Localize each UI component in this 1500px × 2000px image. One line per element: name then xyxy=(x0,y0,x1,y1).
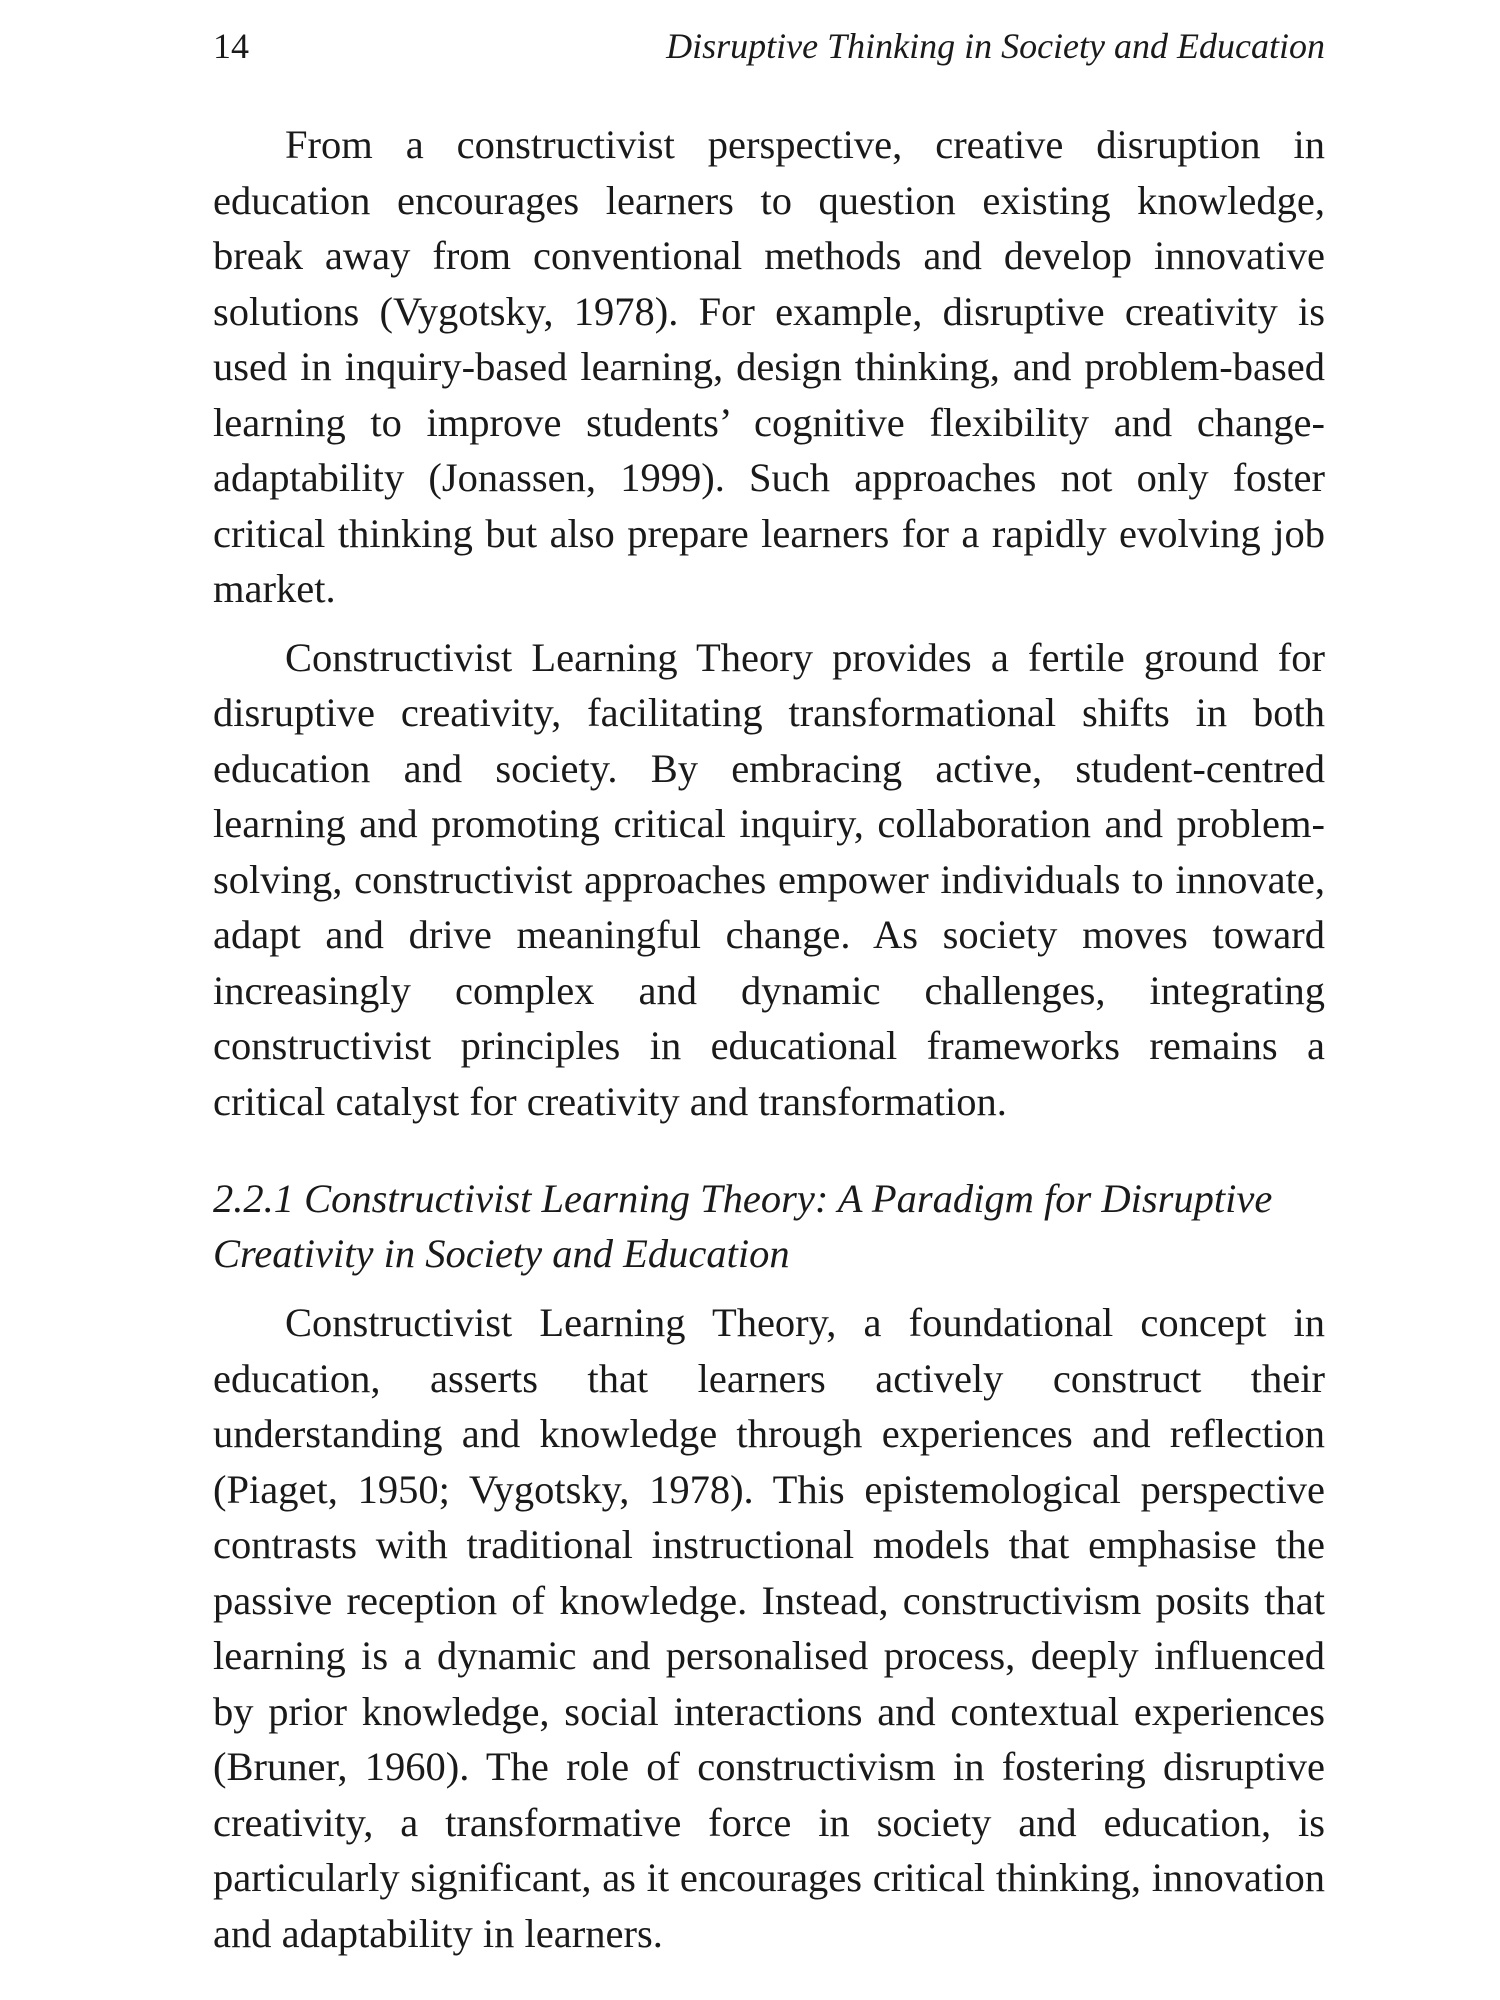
paragraph-learning-theory-summary: Constructivist Learning Theory provides a fertile ground for disruptive creativity, facilitating transformational shifts in both education and society. By embracing active, student-centred learning and promoting critical inquiry, collaboration and problem-solving, constructivist approaches empower individuals to innovate, adapt and drive meaningful change. As society moves toward increasingly complex and dynamic challenges, integrating constructivist principles in educational frameworks remains a critical catalyst for creativity and transformation. xyxy=(213,634,1325,1124)
running-title: Disruptive Thinking in Society and Education xyxy=(666,26,1325,66)
section-heading: 2.2.1 Constructivist Learning Theory: A Paradigm for Disruptive Creativity in Society and Education xyxy=(213,1176,1273,1276)
page-number: 14 xyxy=(213,26,249,66)
paragraph-constructivist-learning-theory: Constructivist Learning Theory, a foundational concept in education, asserts that learners actively construct their understanding and knowledge through experiences and reflection (Piaget, 1950; Vygotsky, 1978). This epistemological perspective contrasts with traditional instructional models that emphasise the passive reception of knowledge. Instead, constructivism posits that learning is a dynamic and personalised process, deeply influenced by prior knowledge, social interactions and contextual experiences (Bruner, 1960). The role of constructivism in fostering disruptive creativity, a transformative force in society and education, is particularly significant, as it encourages critical thinking, innovation and adaptability in learners. xyxy=(213,1300,1325,1956)
paragraph-constructivist-perspective: From a constructivist perspective, creative disruption in education encourages learners to question existing knowledge, break away from conventional methods and develop innovative solutions (Vygotsky, 1978). For example, disruptive creativity is used in inquiry-based learning, design thinking, and problem-based learning to improve students’ cognitive flexibility and change-adaptability (Jonassen, 1999). Such approaches not only foster critical thinking but also prepare learners for a rapidly evolving job market. xyxy=(213,122,1325,611)
body-text xyxy=(213,117,1325,1961)
running-head xyxy=(213,22,1325,70)
